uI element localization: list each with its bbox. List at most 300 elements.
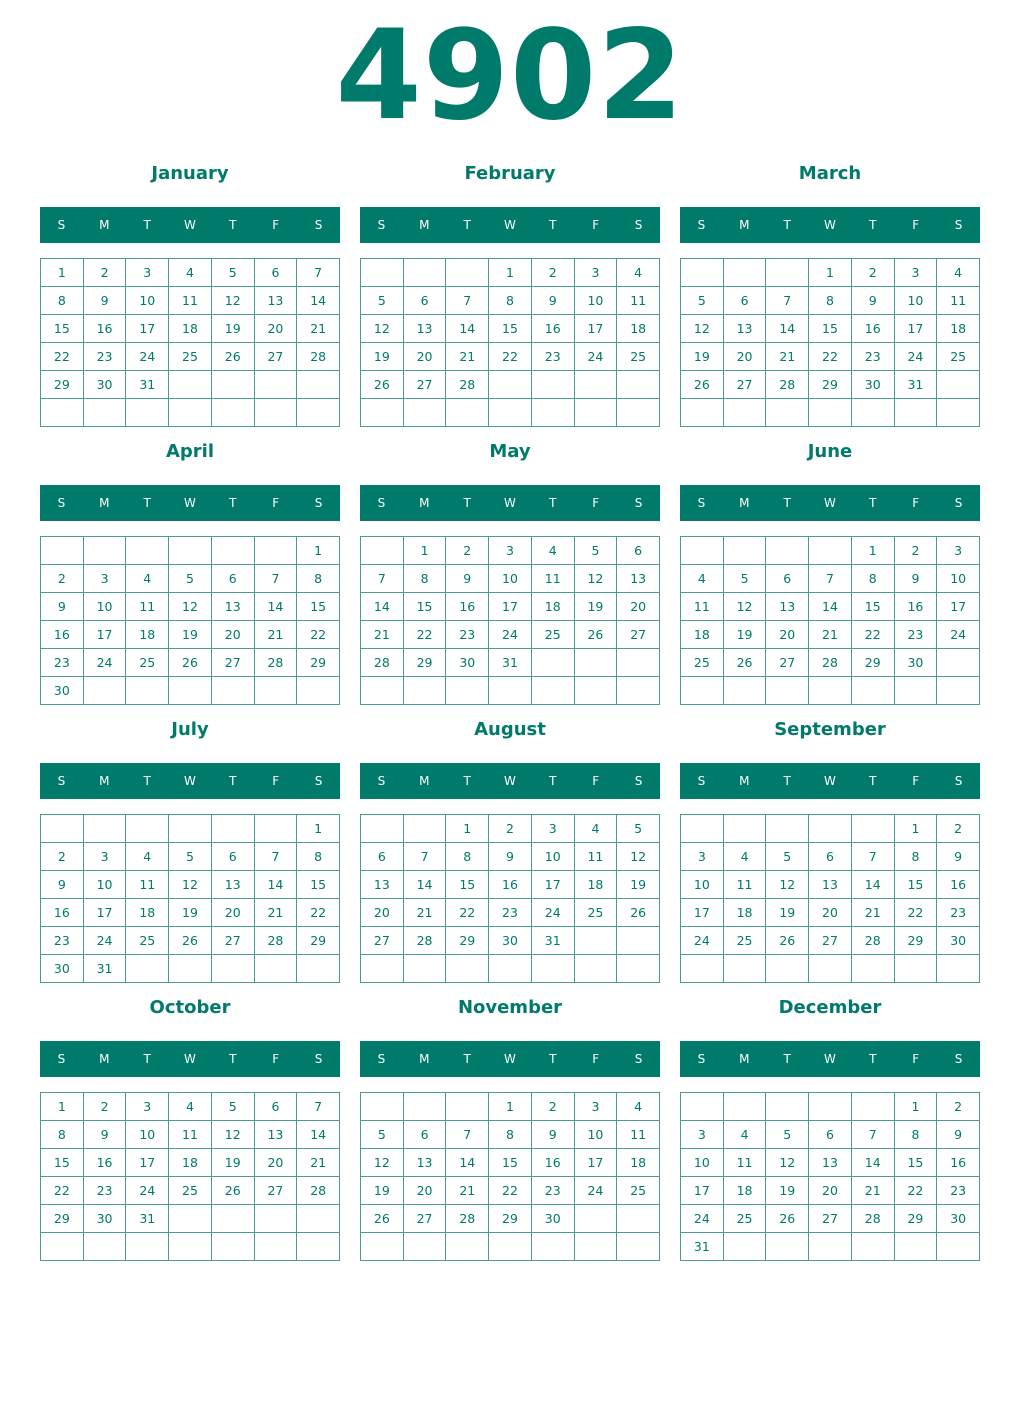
month-name: May xyxy=(489,441,531,462)
day-cell: 28 xyxy=(297,343,340,371)
day-cell: 16 xyxy=(84,1149,127,1177)
day-cell: 4 xyxy=(169,259,212,287)
empty-day-cell xyxy=(852,677,895,705)
empty-day-cell xyxy=(212,955,255,983)
day-cell: 18 xyxy=(575,871,618,899)
weekday-label: M xyxy=(99,218,110,232)
day-cell: 18 xyxy=(126,621,169,649)
day-cell: 12 xyxy=(212,1121,255,1149)
day-cell: 14 xyxy=(297,287,340,315)
empty-day-cell xyxy=(489,955,532,983)
day-cell: 7 xyxy=(446,1121,489,1149)
day-cell: 14 xyxy=(766,315,809,343)
empty-day-cell xyxy=(852,1093,895,1121)
day-cell: 29 xyxy=(297,649,340,677)
day-cell: 8 xyxy=(41,287,84,315)
day-cell: 3 xyxy=(681,843,724,871)
weekday-label: M xyxy=(419,218,430,232)
day-cell: 21 xyxy=(852,1177,895,1205)
weekday-label: S xyxy=(314,496,323,510)
empty-day-cell xyxy=(446,399,489,427)
weekday-label: S xyxy=(57,1052,66,1066)
day-cell: 12 xyxy=(681,315,724,343)
day-grid xyxy=(360,258,660,427)
weekday-label: T xyxy=(143,774,151,788)
day-cell: 23 xyxy=(41,927,84,955)
day-cell: 21 xyxy=(255,621,298,649)
day-cell: 18 xyxy=(532,593,575,621)
weekday-label: T xyxy=(143,218,151,232)
day-cell: 17 xyxy=(84,621,127,649)
empty-day-cell xyxy=(724,955,767,983)
day-cell: 25 xyxy=(126,927,169,955)
day-cell: 15 xyxy=(41,1149,84,1177)
day-cell: 18 xyxy=(724,899,767,927)
weekday-header xyxy=(680,485,980,521)
empty-day-cell xyxy=(41,1233,84,1261)
weekday-label: W xyxy=(824,218,836,232)
day-cell: 19 xyxy=(681,343,724,371)
weekday-label: T xyxy=(229,774,237,788)
empty-day-cell xyxy=(681,399,724,427)
day-cell: 30 xyxy=(937,1205,980,1233)
day-cell: 13 xyxy=(361,871,404,899)
day-cell: 1 xyxy=(404,537,447,565)
day-cell: 8 xyxy=(404,565,447,593)
weekday-label: T xyxy=(869,218,877,232)
day-cell: 8 xyxy=(489,1121,532,1149)
day-cell: 11 xyxy=(617,287,660,315)
day-cell: 7 xyxy=(297,1093,340,1121)
empty-day-cell xyxy=(724,537,767,565)
empty-day-cell xyxy=(809,1233,852,1261)
month-may xyxy=(360,436,660,704)
day-cell: 4 xyxy=(617,1093,660,1121)
empty-day-cell xyxy=(404,815,447,843)
day-cell: 19 xyxy=(169,621,212,649)
day-cell: 25 xyxy=(724,927,767,955)
day-cell: 5 xyxy=(617,815,660,843)
day-cell: 28 xyxy=(361,649,404,677)
weekday-label: W xyxy=(504,496,516,510)
day-cell: 11 xyxy=(575,843,618,871)
weekday-label: T xyxy=(229,1052,237,1066)
day-cell: 16 xyxy=(532,1149,575,1177)
empty-day-cell xyxy=(361,1093,404,1121)
weekday-label: T xyxy=(869,1052,877,1066)
weekday-label: M xyxy=(419,496,430,510)
month-october xyxy=(40,992,340,1260)
month-name: November xyxy=(457,997,563,1018)
day-cell: 31 xyxy=(489,649,532,677)
weekday-label: F xyxy=(592,774,600,788)
empty-day-cell xyxy=(766,537,809,565)
empty-day-cell xyxy=(617,1205,660,1233)
day-cell: 14 xyxy=(361,593,404,621)
day-cell: 10 xyxy=(681,871,724,899)
day-cell: 2 xyxy=(489,815,532,843)
empty-day-cell xyxy=(681,259,724,287)
day-cell: 29 xyxy=(895,927,938,955)
day-cell: 10 xyxy=(575,287,618,315)
weekday-label: S xyxy=(697,1052,706,1066)
empty-day-cell xyxy=(852,1233,895,1261)
day-cell: 10 xyxy=(84,871,127,899)
empty-day-cell xyxy=(575,1233,618,1261)
day-cell: 22 xyxy=(297,899,340,927)
day-cell: 26 xyxy=(169,927,212,955)
day-cell: 3 xyxy=(575,1093,618,1121)
month-name: December xyxy=(778,997,882,1018)
day-cell: 13 xyxy=(212,871,255,899)
day-cell: 24 xyxy=(681,1205,724,1233)
empty-day-cell xyxy=(297,371,340,399)
weekday-label: W xyxy=(184,774,196,788)
day-cell: 26 xyxy=(361,371,404,399)
day-cell: 25 xyxy=(169,1177,212,1205)
day-cell: 11 xyxy=(724,1149,767,1177)
day-cell: 9 xyxy=(937,843,980,871)
day-cell: 8 xyxy=(895,1121,938,1149)
day-cell: 23 xyxy=(532,343,575,371)
day-cell: 10 xyxy=(126,287,169,315)
empty-day-cell xyxy=(809,955,852,983)
day-cell: 19 xyxy=(766,899,809,927)
day-cell: 9 xyxy=(41,593,84,621)
day-cell: 17 xyxy=(681,899,724,927)
day-cell: 30 xyxy=(41,955,84,983)
weekday-label: T xyxy=(463,496,471,510)
month-name: March xyxy=(798,163,862,184)
empty-day-cell xyxy=(617,955,660,983)
weekday-header xyxy=(40,207,340,243)
day-cell: 3 xyxy=(489,537,532,565)
weekday-label: F xyxy=(272,218,280,232)
day-cell: 25 xyxy=(532,621,575,649)
weekday-label: W xyxy=(824,1052,836,1066)
weekday-label: F xyxy=(912,1052,920,1066)
empty-day-cell xyxy=(446,1093,489,1121)
empty-day-cell xyxy=(681,955,724,983)
day-cell: 29 xyxy=(446,927,489,955)
day-cell: 22 xyxy=(809,343,852,371)
day-cell: 30 xyxy=(489,927,532,955)
empty-day-cell xyxy=(575,371,618,399)
day-cell: 16 xyxy=(895,593,938,621)
day-cell: 22 xyxy=(895,1177,938,1205)
weekday-header xyxy=(360,763,660,799)
day-cell: 22 xyxy=(404,621,447,649)
empty-day-cell xyxy=(766,259,809,287)
empty-day-cell xyxy=(41,399,84,427)
weekday-header xyxy=(680,207,980,243)
empty-day-cell xyxy=(126,537,169,565)
months-grid xyxy=(40,158,980,1260)
day-cell: 3 xyxy=(937,537,980,565)
day-cell: 7 xyxy=(255,843,298,871)
weekday-label: S xyxy=(697,774,706,788)
empty-day-cell xyxy=(809,815,852,843)
day-cell: 9 xyxy=(489,843,532,871)
day-cell: 31 xyxy=(681,1233,724,1261)
day-cell: 5 xyxy=(169,565,212,593)
weekday-header xyxy=(40,485,340,521)
day-cell: 16 xyxy=(937,871,980,899)
day-cell: 1 xyxy=(297,815,340,843)
weekday-label: T xyxy=(463,774,471,788)
weekday-label: S xyxy=(314,1052,323,1066)
day-cell: 4 xyxy=(575,815,618,843)
day-cell: 15 xyxy=(809,315,852,343)
empty-day-cell xyxy=(126,815,169,843)
day-cell: 21 xyxy=(297,1149,340,1177)
day-cell: 4 xyxy=(681,565,724,593)
empty-day-cell xyxy=(255,399,298,427)
day-cell: 26 xyxy=(617,899,660,927)
day-cell: 29 xyxy=(297,927,340,955)
empty-day-cell xyxy=(446,677,489,705)
day-cell: 18 xyxy=(724,1177,767,1205)
day-cell: 13 xyxy=(809,871,852,899)
day-cell: 15 xyxy=(446,871,489,899)
weekday-label: T xyxy=(143,1052,151,1066)
day-cell: 23 xyxy=(852,343,895,371)
day-cell: 18 xyxy=(937,315,980,343)
empty-day-cell xyxy=(255,677,298,705)
weekday-label: T xyxy=(783,774,791,788)
day-cell: 7 xyxy=(361,565,404,593)
empty-day-cell xyxy=(724,815,767,843)
day-cell: 24 xyxy=(937,621,980,649)
weekday-label: F xyxy=(912,218,920,232)
day-cell: 3 xyxy=(895,259,938,287)
day-cell: 16 xyxy=(532,315,575,343)
day-cell: 25 xyxy=(937,343,980,371)
day-cell: 21 xyxy=(255,899,298,927)
weekday-label: M xyxy=(99,774,110,788)
month-name: April xyxy=(165,441,215,462)
empty-day-cell xyxy=(681,1093,724,1121)
day-cell: 14 xyxy=(404,871,447,899)
empty-day-cell xyxy=(169,1233,212,1261)
day-cell: 20 xyxy=(809,1177,852,1205)
day-cell: 16 xyxy=(937,1149,980,1177)
empty-day-cell xyxy=(126,677,169,705)
day-cell: 15 xyxy=(895,1149,938,1177)
empty-day-cell xyxy=(617,371,660,399)
empty-day-cell xyxy=(766,815,809,843)
day-cell: 18 xyxy=(681,621,724,649)
day-grid xyxy=(680,1092,980,1261)
day-cell: 11 xyxy=(169,287,212,315)
weekday-label: S xyxy=(377,1052,386,1066)
empty-day-cell xyxy=(937,649,980,677)
day-cell: 27 xyxy=(404,371,447,399)
weekday-label: T xyxy=(869,774,877,788)
empty-day-cell xyxy=(404,1093,447,1121)
day-cell: 18 xyxy=(617,1149,660,1177)
empty-day-cell xyxy=(361,955,404,983)
day-cell: 15 xyxy=(404,593,447,621)
day-cell: 13 xyxy=(404,1149,447,1177)
weekday-label: M xyxy=(419,774,430,788)
day-cell: 20 xyxy=(809,899,852,927)
day-cell: 25 xyxy=(681,649,724,677)
weekday-label: W xyxy=(504,218,516,232)
weekday-label: T xyxy=(783,1052,791,1066)
month-name: October xyxy=(149,997,231,1018)
empty-day-cell xyxy=(681,677,724,705)
day-cell: 7 xyxy=(809,565,852,593)
day-cell: 28 xyxy=(766,371,809,399)
day-cell: 28 xyxy=(852,1205,895,1233)
day-cell: 6 xyxy=(255,259,298,287)
day-cell: 7 xyxy=(446,287,489,315)
day-grid xyxy=(680,814,980,983)
day-cell: 18 xyxy=(169,315,212,343)
day-cell: 28 xyxy=(255,649,298,677)
weekday-label: F xyxy=(912,496,920,510)
day-cell: 15 xyxy=(297,871,340,899)
day-cell: 29 xyxy=(852,649,895,677)
day-cell: 17 xyxy=(126,1149,169,1177)
day-cell: 1 xyxy=(852,537,895,565)
day-cell: 10 xyxy=(895,287,938,315)
day-cell: 9 xyxy=(937,1121,980,1149)
day-cell: 23 xyxy=(937,1177,980,1205)
weekday-label: S xyxy=(57,774,66,788)
day-grid xyxy=(360,1092,660,1261)
day-cell: 16 xyxy=(489,871,532,899)
day-cell: 9 xyxy=(446,565,489,593)
day-cell: 1 xyxy=(809,259,852,287)
day-cell: 19 xyxy=(361,343,404,371)
day-cell: 12 xyxy=(617,843,660,871)
empty-day-cell xyxy=(446,955,489,983)
empty-day-cell xyxy=(212,677,255,705)
weekday-label: W xyxy=(184,1052,196,1066)
month-february xyxy=(360,158,660,426)
empty-day-cell xyxy=(169,371,212,399)
empty-day-cell xyxy=(212,371,255,399)
day-cell: 19 xyxy=(169,899,212,927)
day-cell: 1 xyxy=(895,815,938,843)
day-cell: 26 xyxy=(212,1177,255,1205)
day-cell: 25 xyxy=(169,343,212,371)
day-cell: 15 xyxy=(895,871,938,899)
weekday-label: W xyxy=(184,496,196,510)
weekday-label: W xyxy=(504,774,516,788)
day-cell: 19 xyxy=(212,315,255,343)
day-cell: 25 xyxy=(617,1177,660,1205)
weekday-label: M xyxy=(739,774,750,788)
weekday-label: F xyxy=(272,774,280,788)
day-cell: 12 xyxy=(361,315,404,343)
day-cell: 9 xyxy=(532,287,575,315)
day-cell: 15 xyxy=(297,593,340,621)
day-cell: 2 xyxy=(852,259,895,287)
day-cell: 13 xyxy=(809,1149,852,1177)
day-cell: 4 xyxy=(126,565,169,593)
day-cell: 31 xyxy=(84,955,127,983)
empty-day-cell xyxy=(404,399,447,427)
day-cell: 30 xyxy=(84,1205,127,1233)
day-cell: 2 xyxy=(937,1093,980,1121)
empty-day-cell xyxy=(766,1233,809,1261)
day-cell: 19 xyxy=(724,621,767,649)
empty-day-cell xyxy=(255,1233,298,1261)
day-cell: 14 xyxy=(297,1121,340,1149)
day-cell: 18 xyxy=(617,315,660,343)
weekday-label: S xyxy=(634,496,643,510)
day-cell: 21 xyxy=(404,899,447,927)
day-cell: 28 xyxy=(809,649,852,677)
day-cell: 11 xyxy=(724,871,767,899)
weekday-label: S xyxy=(954,1052,963,1066)
empty-day-cell xyxy=(895,955,938,983)
day-cell: 16 xyxy=(446,593,489,621)
day-cell: 26 xyxy=(681,371,724,399)
day-cell: 13 xyxy=(255,1121,298,1149)
day-cell: 11 xyxy=(617,1121,660,1149)
day-cell: 1 xyxy=(297,537,340,565)
day-cell: 29 xyxy=(41,371,84,399)
day-cell: 8 xyxy=(41,1121,84,1149)
day-cell: 20 xyxy=(766,621,809,649)
day-cell: 6 xyxy=(255,1093,298,1121)
month-name: September xyxy=(774,719,886,740)
empty-day-cell xyxy=(532,399,575,427)
day-cell: 10 xyxy=(489,565,532,593)
empty-day-cell xyxy=(724,677,767,705)
day-cell: 6 xyxy=(809,1121,852,1149)
empty-day-cell xyxy=(575,955,618,983)
empty-day-cell xyxy=(724,1093,767,1121)
day-cell: 10 xyxy=(681,1149,724,1177)
day-cell: 28 xyxy=(404,927,447,955)
empty-day-cell xyxy=(766,399,809,427)
day-cell: 23 xyxy=(84,343,127,371)
day-cell: 9 xyxy=(84,287,127,315)
day-cell: 12 xyxy=(766,871,809,899)
day-cell: 27 xyxy=(724,371,767,399)
day-grid xyxy=(680,258,980,427)
day-cell: 17 xyxy=(937,593,980,621)
empty-day-cell xyxy=(575,677,618,705)
weekday-label: S xyxy=(314,774,323,788)
day-cell: 14 xyxy=(809,593,852,621)
empty-day-cell xyxy=(361,815,404,843)
day-cell: 24 xyxy=(126,343,169,371)
empty-day-cell xyxy=(681,537,724,565)
month-july xyxy=(40,714,340,982)
day-cell: 31 xyxy=(126,371,169,399)
empty-day-cell xyxy=(297,677,340,705)
weekday-label: W xyxy=(824,496,836,510)
day-cell: 25 xyxy=(126,649,169,677)
month-name: August xyxy=(474,719,546,740)
day-cell: 30 xyxy=(532,1205,575,1233)
day-cell: 3 xyxy=(84,843,127,871)
day-cell: 17 xyxy=(489,593,532,621)
day-cell: 3 xyxy=(84,565,127,593)
weekday-header xyxy=(40,1041,340,1077)
day-cell: 3 xyxy=(532,815,575,843)
day-cell: 9 xyxy=(532,1121,575,1149)
day-cell: 12 xyxy=(575,565,618,593)
weekday-header xyxy=(360,207,660,243)
month-november xyxy=(360,992,660,1260)
